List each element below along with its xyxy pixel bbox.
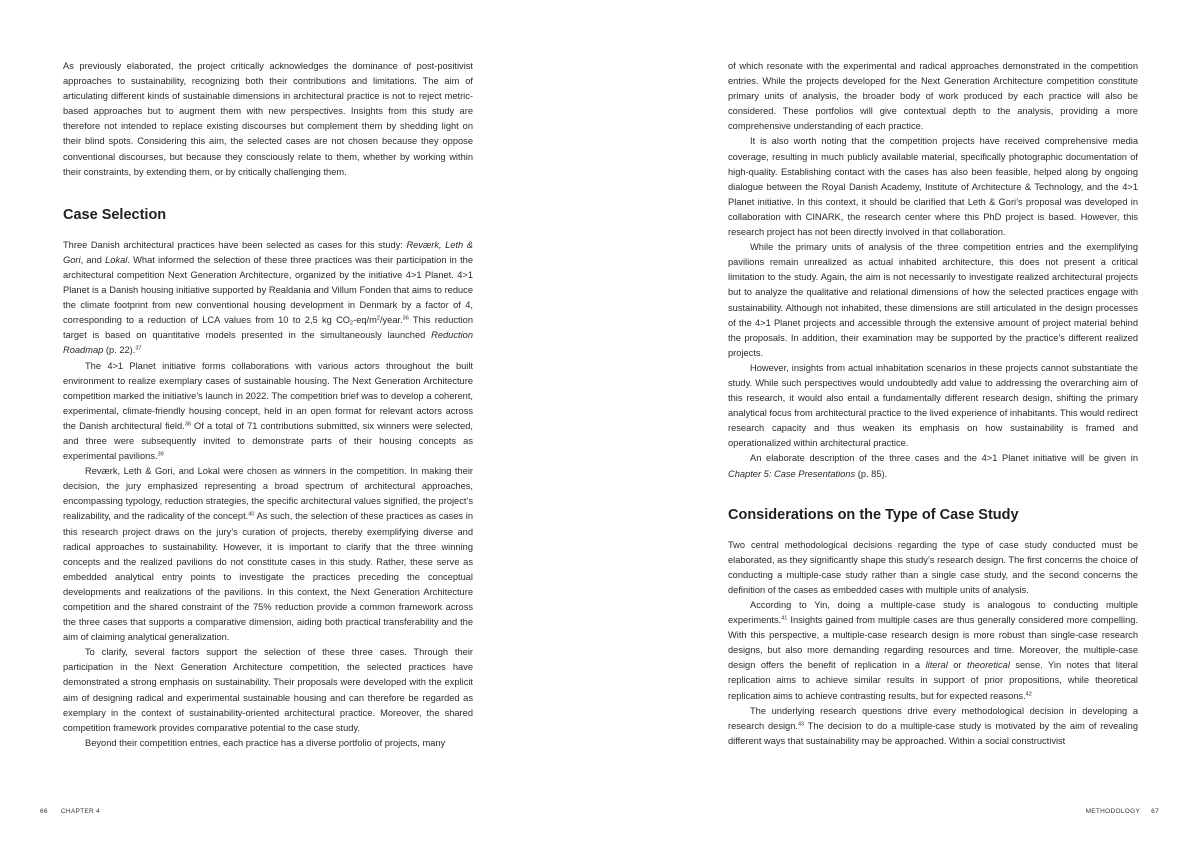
paragraph: The underlying research questions drive every methodological decision in developing a research design.$^{43}$ The decision to do a multiple-case study is motivated by the aim of revealing different ways that sustainability may be approached. Within a social constructivist [728, 705, 1138, 746]
footnote-ref: 42 [1025, 691, 1032, 698]
paragraph: While the primary units of analysis of the three competition entries and the exemplifying pavilions remain unrealized as actual inhabited architecture, this does not present a critical limitation to the study. Again, the aim is not necessarily to investigate realized architectural projects but to analyze the qualitative and relational dimensions of how the selected practices engage with sustainability. Although not inhabited, these dimensions are still articulated in the design processes of the 4>1 Planet projects and accessible through the extensive amount of project material behind the proposals. In addition, their examination may be supported by the practice’s different realized projects. [728, 242, 1138, 358]
footnote-ref: 36 [402, 315, 409, 322]
page-number: 67 [1151, 808, 1159, 815]
section-label: METHODOLOGY [1085, 808, 1141, 815]
chapter-label: CHAPTER 4 [60, 808, 101, 815]
footnote-ref: 41 [781, 615, 788, 622]
paragraph: Beyond their competition entries, each practice has a diverse portfolio of projects, many [85, 737, 446, 748]
paragraph: To clarify, several factors support the selection of these three cases. Through their participation in the Next Generation Architecture competition, the selected practices have demonstrated a strong emphasis on sustainability. Their proposals were developed with the explicit aim of designing radical and experimental sustainable housing and can therefore be regarded as exemplary in the context of sustainability-oriented architectural practice. Moreover, the shared competition framework provides comparative potential to the case study. [63, 647, 473, 733]
page-number: 66 [40, 808, 48, 815]
paragraph: Reværk, Leth & Gori, and Lokal were chosen as winners in the competition. In making their decision, the jury emphasized representing a broad spectrum of architectural approaches, encompassing typology, reduction strategies, the specific architectural values signified, the project’s realizability, and the radicality of the concept.$^{40}$ As such, the selection of these practices as cases in this research project draws on the jury’s curation of projects, thereby exemplifying diverse and radical approaches to sustainability. However, it is important to clarify that the three winning concepts and the realized pavilions do not constitute cases in this study. Rather, these serve as embedded analytical entry points to investigate the practices preceding the conceptual developments and realizations of the pavilions. In this context, the Next Generation Architecture competition and the shared constraint of the 75% reduction provide a common framework across the three cases that supports a comparative dimension, aiding both practical transferability and the aim of claiming analytical generalization. [63, 466, 473, 643]
left-footer [40, 808, 100, 815]
footnote-ref: 40 [248, 511, 255, 518]
paragraph: An elaborate description of the three cases and the 4>1 Planet initiative will be given in Chapter 5: Case Presentations (p. 85). [728, 453, 1138, 479]
paragraph: Three Danish architectural practices have been selected as cases for this study: Reværk, Leth & Gori, and Lokal. What informed the selection of these three practices was their participation in the architectural competition Next Generation Architecture, organized by the initiative 4>1 Planet. 4>1 Planet is a Danish housing initiative supported by Realdania and Villum Fonden that aims to reduce the climate footprint from new conventional housing development in Denmark by a factor of 4, corresponding to a reduction of LCA values from 10 to 2,5 kg $CO_2-eq/m^2/year.^{36}$ This reduction target is based on quantitative models presented in the simultaneously launched Reduction Roadmap (p. 22).$^{37}$ [63, 239, 473, 356]
paragraph: Two central methodological decisions regarding the type of case study conducted must be elaborated, as they significantly shape this study’s research design. The first concerns the choice of conducting a multiple-case study rather than a single case study, and the second concerns the definition of the cases as embedded cases with multiple units of analysis. [728, 539, 1138, 595]
paragraph: However, insights from actual inhabitation scenarios in these projects cannot substantiate the study. While such perspectives would undoubtedly add value to addressing the overarching aim of this research, it would also entail a fundamentally different research design, shifting the primary analytical focus from architectural practice to the lived experience of inhabitants. This would redirect research capacity and thus weaken its emphasis on how sustainability is framed and operationalized within architectural practice. [728, 362, 1138, 449]
paragraph: The 4>1 Planet initiative forms collaborations with various actors throughout the built environment to realize exemplary cases of sustainable housing. The Next Generation Architecture competition marked the initiative’s launch in 2022. The competition brief was to develop a coherent, experimental, climate-friendly housing concept, held in an open format for relevant actors across the Danish architectural field.$^{38}$ Of a total of 71 contributions submitted, six winners were selected, and three were subsequently invited to demonstrate parts of their housing concepts as experimental pavilions.$^{39}$ [63, 360, 473, 462]
left-page-column [63, 59, 473, 751]
footnote-ref: 38 [184, 421, 191, 428]
paragraph: It is also worth noting that the competition projects have received comprehensive media coverage, resulting in much publicly available material, specifically photographic documentation of high-quality. Establishing contact with the cases has also been feasible, helped along by ongoing dialogue between the Royal Danish Academy, Institute of Architecture & Technology, and the 4>1 Planet initiative. In this context, it should be clarified that Leth & Gori’s proposal was developed in collaboration with CINARK, the research center where this PhD project is based. However, this research project has not been directly involved in that collaboration. [728, 136, 1138, 238]
paragraph: As previously elaborated, the project critically acknowledges the dominance of post-positivist approaches to sustainability, recognizing both their contributions and limitations. The aim of articulating different kinds of sustainable dimensions in architectural practice is not to reject metric-based approaches but to augment them with new perspectives. Insights from this study are therefore not intended to replace existing discourses but complement them by shedding light on their blind spots. Considering this aim, the selected cases are not chosen because they oppose conventional discourses, but because they consciously relate to them, whether by working within their constraints, by extending them, or by critically challenging them. [63, 61, 473, 177]
section-heading-type-of-case-study: Considerations on the Type of Case Study [728, 506, 1019, 523]
paragraph: According to Yin, doing a multiple-case study is analogous to conducting multiple experiments.$^{41}$ Insights gained from multiple cases are thus generally considered more compelling. With this perspective, a multiple-case research design is more robust than single-case research designs, but also more demanding regarding resources and time. Moreover, the multiple-case design offers the benefit of replication in a literal or theoretical sense. Yin notes that literal replication aims to achieve similar results in support of prior propositions, while theoretical replication aims to achieve contrasting results, but for expected reasons.$^{42}$ [728, 600, 1138, 701]
right-footer [1086, 808, 1159, 815]
paragraph: of which resonate with the experimental and radical approaches demonstrated in the competition entries. While the projects developed for the Next Generation Architecture competition constitute primary units of analysis, the broader body of work produced by each practice will also be considered. These portfolios will give contextual depth to the analysis, providing a more comprehensive understanding of each practice. [728, 61, 1138, 132]
section-heading-case-selection: Case Selection [63, 206, 167, 223]
right-page-column [728, 59, 1138, 749]
footnote-ref: 43 [797, 721, 805, 728]
footnote-ref: 37 [135, 345, 142, 352]
footnote-ref: 39 [157, 451, 164, 458]
